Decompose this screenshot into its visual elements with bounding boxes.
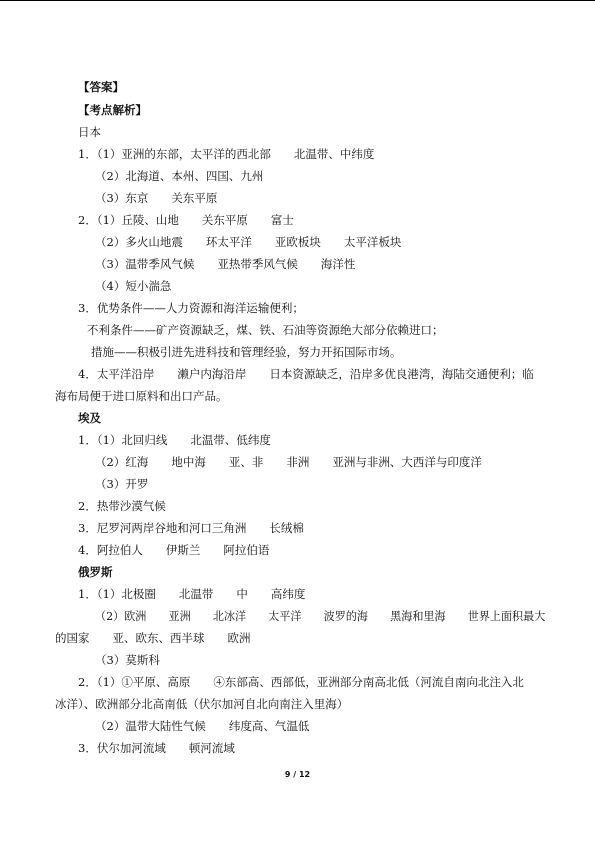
answer-line: （2）欧洲 亚洲 北冰洋 太平洋 波罗的海 黑海和里海 世界上面积最大 [95, 609, 546, 623]
answer-line: （3）东京 关东平原 [95, 191, 218, 205]
answer-line: 冰洋）、欧洲部分北高南低（伏尔加河自北向南注入里海） [55, 697, 349, 711]
answer-line: 1．（1）北回归线 北温带、低纬度 [78, 433, 271, 447]
answer-heading: 【答案】 [78, 80, 124, 94]
page-number: 9 / 12 [284, 770, 311, 779]
answer-line: 1．（1）北极圈 北温带 中 高纬度 [78, 587, 306, 601]
answer-line: 4．太平洋沿岸 濑户内海沿岸 日本资源缺乏，沿岸多优良港湾，海陆交通便利；临 [78, 367, 534, 381]
answer-line: 3．尼罗河两岸谷地和河口三角洲 长绒棉 [78, 521, 304, 535]
answer-line: （2）红海 地中海 亚、非 非洲 亚洲与非洲、大西洋与印度洋 [95, 455, 482, 469]
section-japan: 日本 [78, 125, 101, 139]
answer-line: （3）温带季风气候 亚热带季风气候 海洋性 [95, 257, 356, 271]
answer-line: （2）多火山地震 环太平洋 亚欧板块 太平洋板块 [95, 235, 402, 249]
answer-line: 3．优势条件——人力资源和海洋运输便利； [78, 301, 304, 315]
answer-line: （3）开罗 [95, 477, 149, 491]
section-egypt: 埃及 [78, 411, 101, 425]
answer-line: 2．（1）丘陵、山地 关东平原 富士 [78, 213, 294, 227]
answer-line: 4．阿拉伯人 伊斯兰 阿拉伯语 [78, 543, 270, 557]
answer-line: （4）短小湍急 [95, 279, 172, 293]
section-russia: 俄罗斯 [78, 565, 113, 579]
answer-line: 2．热带沙漠气候 [78, 499, 166, 513]
answer-line: 2．（1）①平原、高原 ④东部高、西部低，亚洲部分南高北低（河流自南向北注入北 [78, 675, 524, 689]
answer-line: （2）北海道、本州、四国、九州 [95, 169, 264, 183]
answer-line: 不利条件——矿产资源缺乏，煤、铁、石油等资源绝大部分依赖进口； [87, 323, 444, 337]
answer-line: （3）莫斯科 [95, 653, 160, 667]
answer-line: 海布局便于进口原料和出口产品。 [55, 389, 228, 403]
answer-line: 1．（1）亚洲的东部，太平洋的西北部 北温带、中纬度 [78, 147, 375, 161]
answer-line: （2）温带大陆性气候 纬度高、气温低 [95, 719, 310, 733]
answer-line: 3．伏尔加河流域 顿河流域 [78, 741, 235, 755]
answer-line: 的国家 亚、欧东、西半球 欧洲 [55, 631, 251, 645]
analysis-heading: 【考点解析】 [78, 103, 147, 117]
answer-line: 措施——积极引进先进科技和管理经验，努力开拓国际市场。 [91, 345, 402, 359]
